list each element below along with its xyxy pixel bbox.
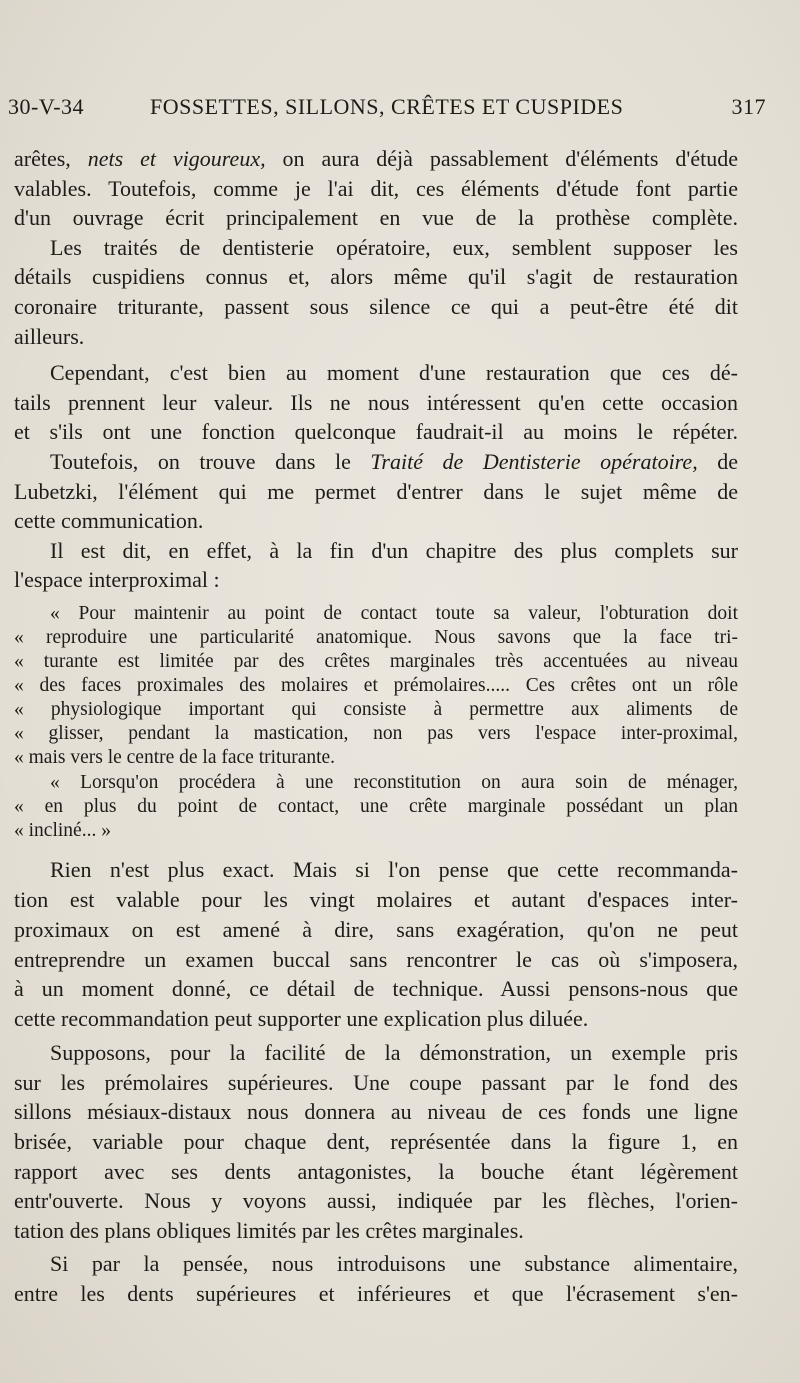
paragraph	[14, 1038, 738, 1245]
quote-line: « reproduire une particularité anatomique. Nous savons que la face tri-	[14, 627, 738, 648]
paragraph	[14, 855, 738, 1034]
text-line: sur les prémolaires supérieures. Une coupe passant par le fond des	[14, 1069, 738, 1095]
header-title: FOSSETTES, SILLONS, CRÊTES ET CUSPIDES	[150, 94, 624, 119]
text-line: brisée, variable pour chaque dent, représentée dans la figure 1, en	[14, 1129, 738, 1155]
text-line: l'espace interproximal :	[14, 567, 220, 593]
quote-line: « glisser, pendant la mastication, non pas vers l'espace inter-proximal,	[14, 723, 738, 745]
text-line: Les traités de dentisterie opératoire, eux, semblent supposer les	[50, 234, 738, 260]
text-line: valables. Toutefois, comme je l'ai dit, ces éléments d'étude font partie	[14, 175, 738, 201]
text-line: Il est dit, en effet, à la fin d'un chapitre des plus complets sur	[50, 537, 738, 563]
emphasis-text: Traité de Dentisterie opératoire,	[370, 448, 698, 474]
quote-line: « Pour maintenir au point de contact toute sa valeur, l'obturation doit	[50, 602, 738, 624]
text-line: rapport avec ses dents antagonistes, la bouche étant légèrement	[14, 1158, 738, 1184]
emphasis-text: nets et vigoureux,	[87, 146, 266, 171]
text-line: Supposons, pour la facilité de la démonstration, un exemple pris	[50, 1040, 738, 1066]
quote-line: « en plus du point de contact, une crête marginale possédant un plan	[14, 795, 738, 817]
quote-line: « Lorsqu'on procédera à une reconstitution on aura soin de ménager,	[50, 771, 738, 793]
text-span: de	[697, 448, 738, 474]
text-line: Lubetzki, l'élément qui me permet d'entrer dans le sujet même de	[14, 478, 738, 504]
text-line: proximaux on est amené à dire, sans exagération, qu'on ne peut	[14, 916, 738, 942]
text-line: sillons mésiaux-distaux nous donnera au niveau de ces fonds une ligne	[14, 1099, 738, 1125]
quote-line: « physiologique important qui consiste à permettre aux aliments de	[14, 699, 738, 721]
text-line: Cependant, c'est bien au moment d'une restauration que ces dé-	[50, 360, 738, 386]
text-line: détails cuspidiens connus et, alors même qu'il s'agit de restauration	[14, 264, 738, 290]
text-line: ailleurs.	[14, 323, 85, 349]
paragraph	[14, 1249, 738, 1308]
text-line: cette recommandation peut supporter une explication plus diluée.	[14, 1006, 589, 1032]
text-line: coronaire triturante, passent sous silence ce qui a peut-être été dit	[14, 293, 738, 319]
text-line: Si par la pensée, nous introduisons une substance alimentaire,	[50, 1251, 738, 1277]
text-line: tion est valable pour les vingt molaires et autant d'espaces inter-	[14, 886, 738, 912]
text-line: d'un ouvrage écrit principalement en vue de la prothèse complète.	[14, 205, 738, 231]
paragraph	[14, 233, 738, 351]
quote-line: « mais vers le centre de la face triturante.	[14, 747, 336, 769]
text-line: entre les dents supérieures et inférieures et que l'écrasement s'en-	[14, 1281, 738, 1307]
text-line: entr'ouverte. Nous y voyons aussi, indiquée par les flèches, l'orien-	[14, 1188, 738, 1214]
text-line: cette communication.	[14, 508, 204, 534]
text-line	[14, 447, 738, 477]
paragraph	[14, 144, 738, 233]
text-line: entreprendre un examen buccal sans rencontrer le cas où s'imposera,	[14, 946, 738, 972]
text-line: tails prennent leur valeur. Ils ne nous intéressent qu'en cette occasion	[14, 389, 738, 415]
text-span: Toutefois, on trouve dans le	[50, 448, 371, 474]
running-header	[8, 94, 766, 124]
paragraph	[14, 358, 738, 447]
quote-line: « des faces proximales des molaires et prémolaires..... Ces crêtes ont un rôle	[14, 675, 738, 697]
body-text	[14, 144, 738, 1309]
paragraph	[14, 536, 738, 595]
quote-line: « turante est limitée par des crêtes marginales très accentuées au niveau	[14, 651, 738, 673]
text-line: et s'ils ont une fonction quelconque faudrait-il au moins le répéter.	[14, 419, 738, 445]
page-number: 317	[731, 94, 766, 119]
text-span: on aura déjà passablement d'éléments d'étude	[265, 146, 738, 171]
text-line	[14, 144, 738, 174]
paragraph	[14, 447, 738, 536]
block-quote	[14, 602, 738, 843]
quote-line: « incliné... »	[14, 819, 111, 841]
text-line: tation des plans obliques limités par les crêtes marginales.	[14, 1217, 524, 1243]
text-span: arêtes,	[14, 146, 88, 171]
header-date: 30-V-34	[8, 94, 85, 119]
text-line: Rien n'est plus exact. Mais si l'on pense que cette recommanda-	[50, 856, 738, 882]
text-line: à un moment donné, ce détail de technique. Aussi pensons-nous que	[14, 976, 738, 1002]
